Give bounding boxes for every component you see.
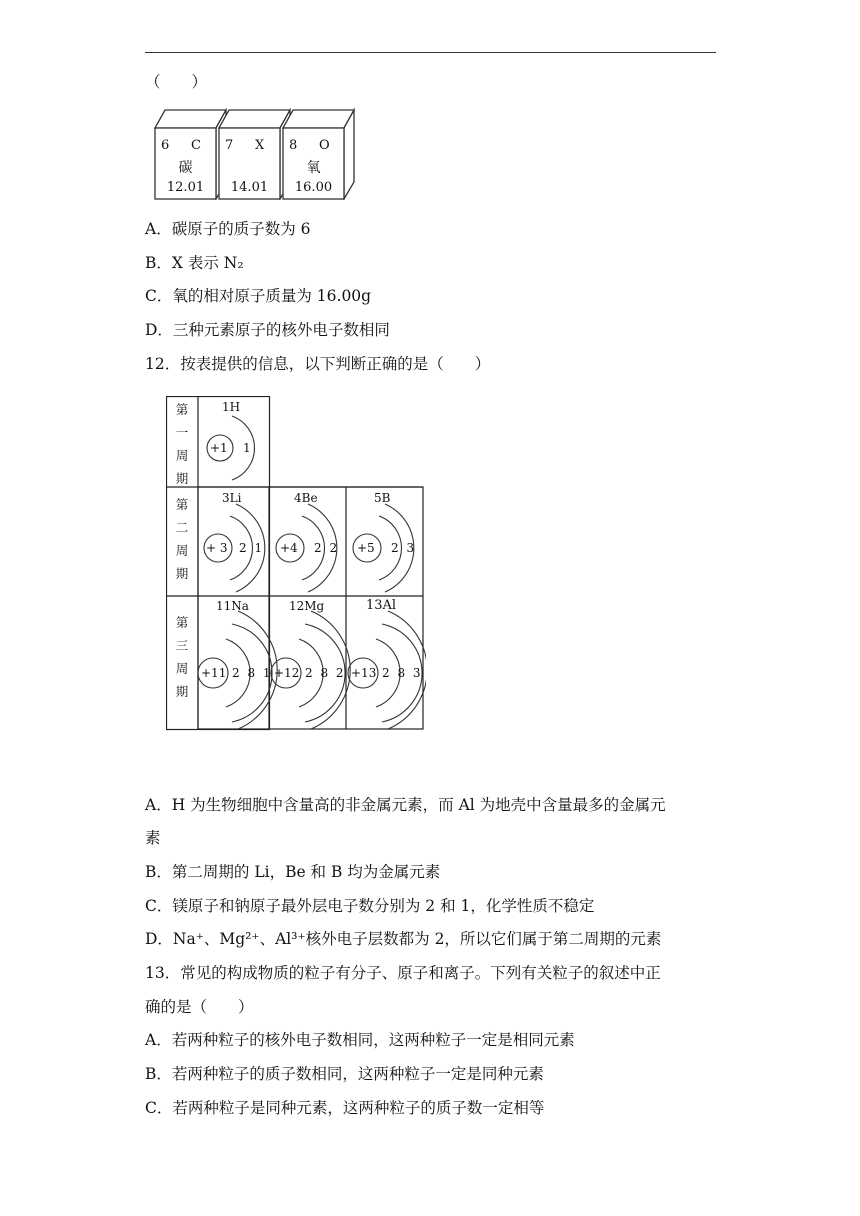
nucleus-b: +5 [357,541,375,555]
element-card-oxygen [278,105,358,200]
electrons-b: 2 3 [391,541,417,555]
element-symbol: X [255,138,265,153]
nucleus-li: + 3 [206,541,228,555]
period-1-text: 第一周期 [175,402,189,486]
period-label-2 [166,493,198,585]
atom-label-na: 11Na [216,599,249,613]
electrons-na: 2 8 1 [232,666,273,680]
element-name: 碳 [178,160,193,176]
q13-stem-line1: 13．常见的构成物质的粒子有分子、原子和离子。下列有关粒子的叙述中正 [145,964,661,982]
q12-option-a-cont: 素 [145,829,161,847]
electrons-li: 2 1 [239,541,265,555]
q11-option-b: B．X 表示 N₂ [145,254,244,272]
period-label-1 [166,398,198,490]
period-2-text: 第二周期 [175,497,189,581]
q12-option-d: D．Na⁺、Mg²⁺、Al³⁺核外电子层数都为 2，所以它们属于第二周期的元素 [145,930,662,948]
q13-option-b: B．若两种粒子的质子数相同，这两种粒子一定是同种元素 [145,1065,544,1083]
atomic-number: 6 [161,138,170,153]
atomic-number: 8 [289,138,298,153]
atomic-mass: 12.01 [166,180,205,195]
nucleus-al: +13 [351,666,377,680]
q12-option-b: B．第二周期的 Li，Be 和 B 均为金属元素 [145,863,441,881]
q12-option-a: A．H 为生物细胞中含量高的非金属元素，而 Al 为地壳中含量最多的金属元 [145,796,666,814]
q11-option-a: A．碳原子的质子数为 6 [145,220,311,238]
table-grid [166,396,426,731]
element-symbol: C [191,138,201,153]
atomic-number: 7 [225,138,234,153]
answer-bracket: （ ） [145,73,208,91]
header-rule [145,52,716,53]
q11-option-d: D．三种元素原子的核外电子数相同 [145,321,390,339]
atom-label-al: 13Al [366,598,397,613]
periodic-table-diagram [166,396,426,731]
nucleus-h: +1 [210,441,228,455]
nucleus-mg: +12 [274,666,300,680]
element-name: 氧 [306,160,321,176]
atom-label-b: 5B [374,491,391,505]
atomic-mass: 16.00 [294,180,333,195]
atom-label-li: 3Li [222,491,242,505]
period-3-text: 第三周期 [175,615,189,699]
atom-label-be: 4Be [294,491,318,505]
electrons-h: 1 [243,441,251,455]
atom-label-mg: 12Mg [289,599,325,613]
period-label-3 [166,611,198,703]
electrons-al: 2 8 3 [382,666,423,680]
nucleus-be: +4 [280,541,298,555]
electrons-be: 2 2 [314,541,340,555]
q12-stem: 12．按表提供的信息，以下判断正确的是（ ） [145,355,491,373]
electrons-mg: 2 8 2 [305,666,346,680]
atomic-mass: 14.01 [230,180,269,195]
element-symbol: O [319,138,330,153]
q12-option-c: C．镁原子和钠原子最外层电子数分别为 2 和 1，化学性质不稳定 [145,897,595,915]
q11-option-c: C．氧的相对原子质量为 16.00g [145,287,372,305]
q13-option-a: A．若两种粒子的核外电子数相同，这两种粒子一定是相同元素 [145,1031,575,1049]
nucleus-na: +11 [201,666,227,680]
q13-stem-line2: 确的是（ ） [145,998,254,1016]
q13-option-c: C．若两种粒子是同种元素，这两种粒子的质子数一定相等 [145,1099,545,1117]
atom-label-h: 1H [222,400,241,414]
element-cards [145,105,385,200]
